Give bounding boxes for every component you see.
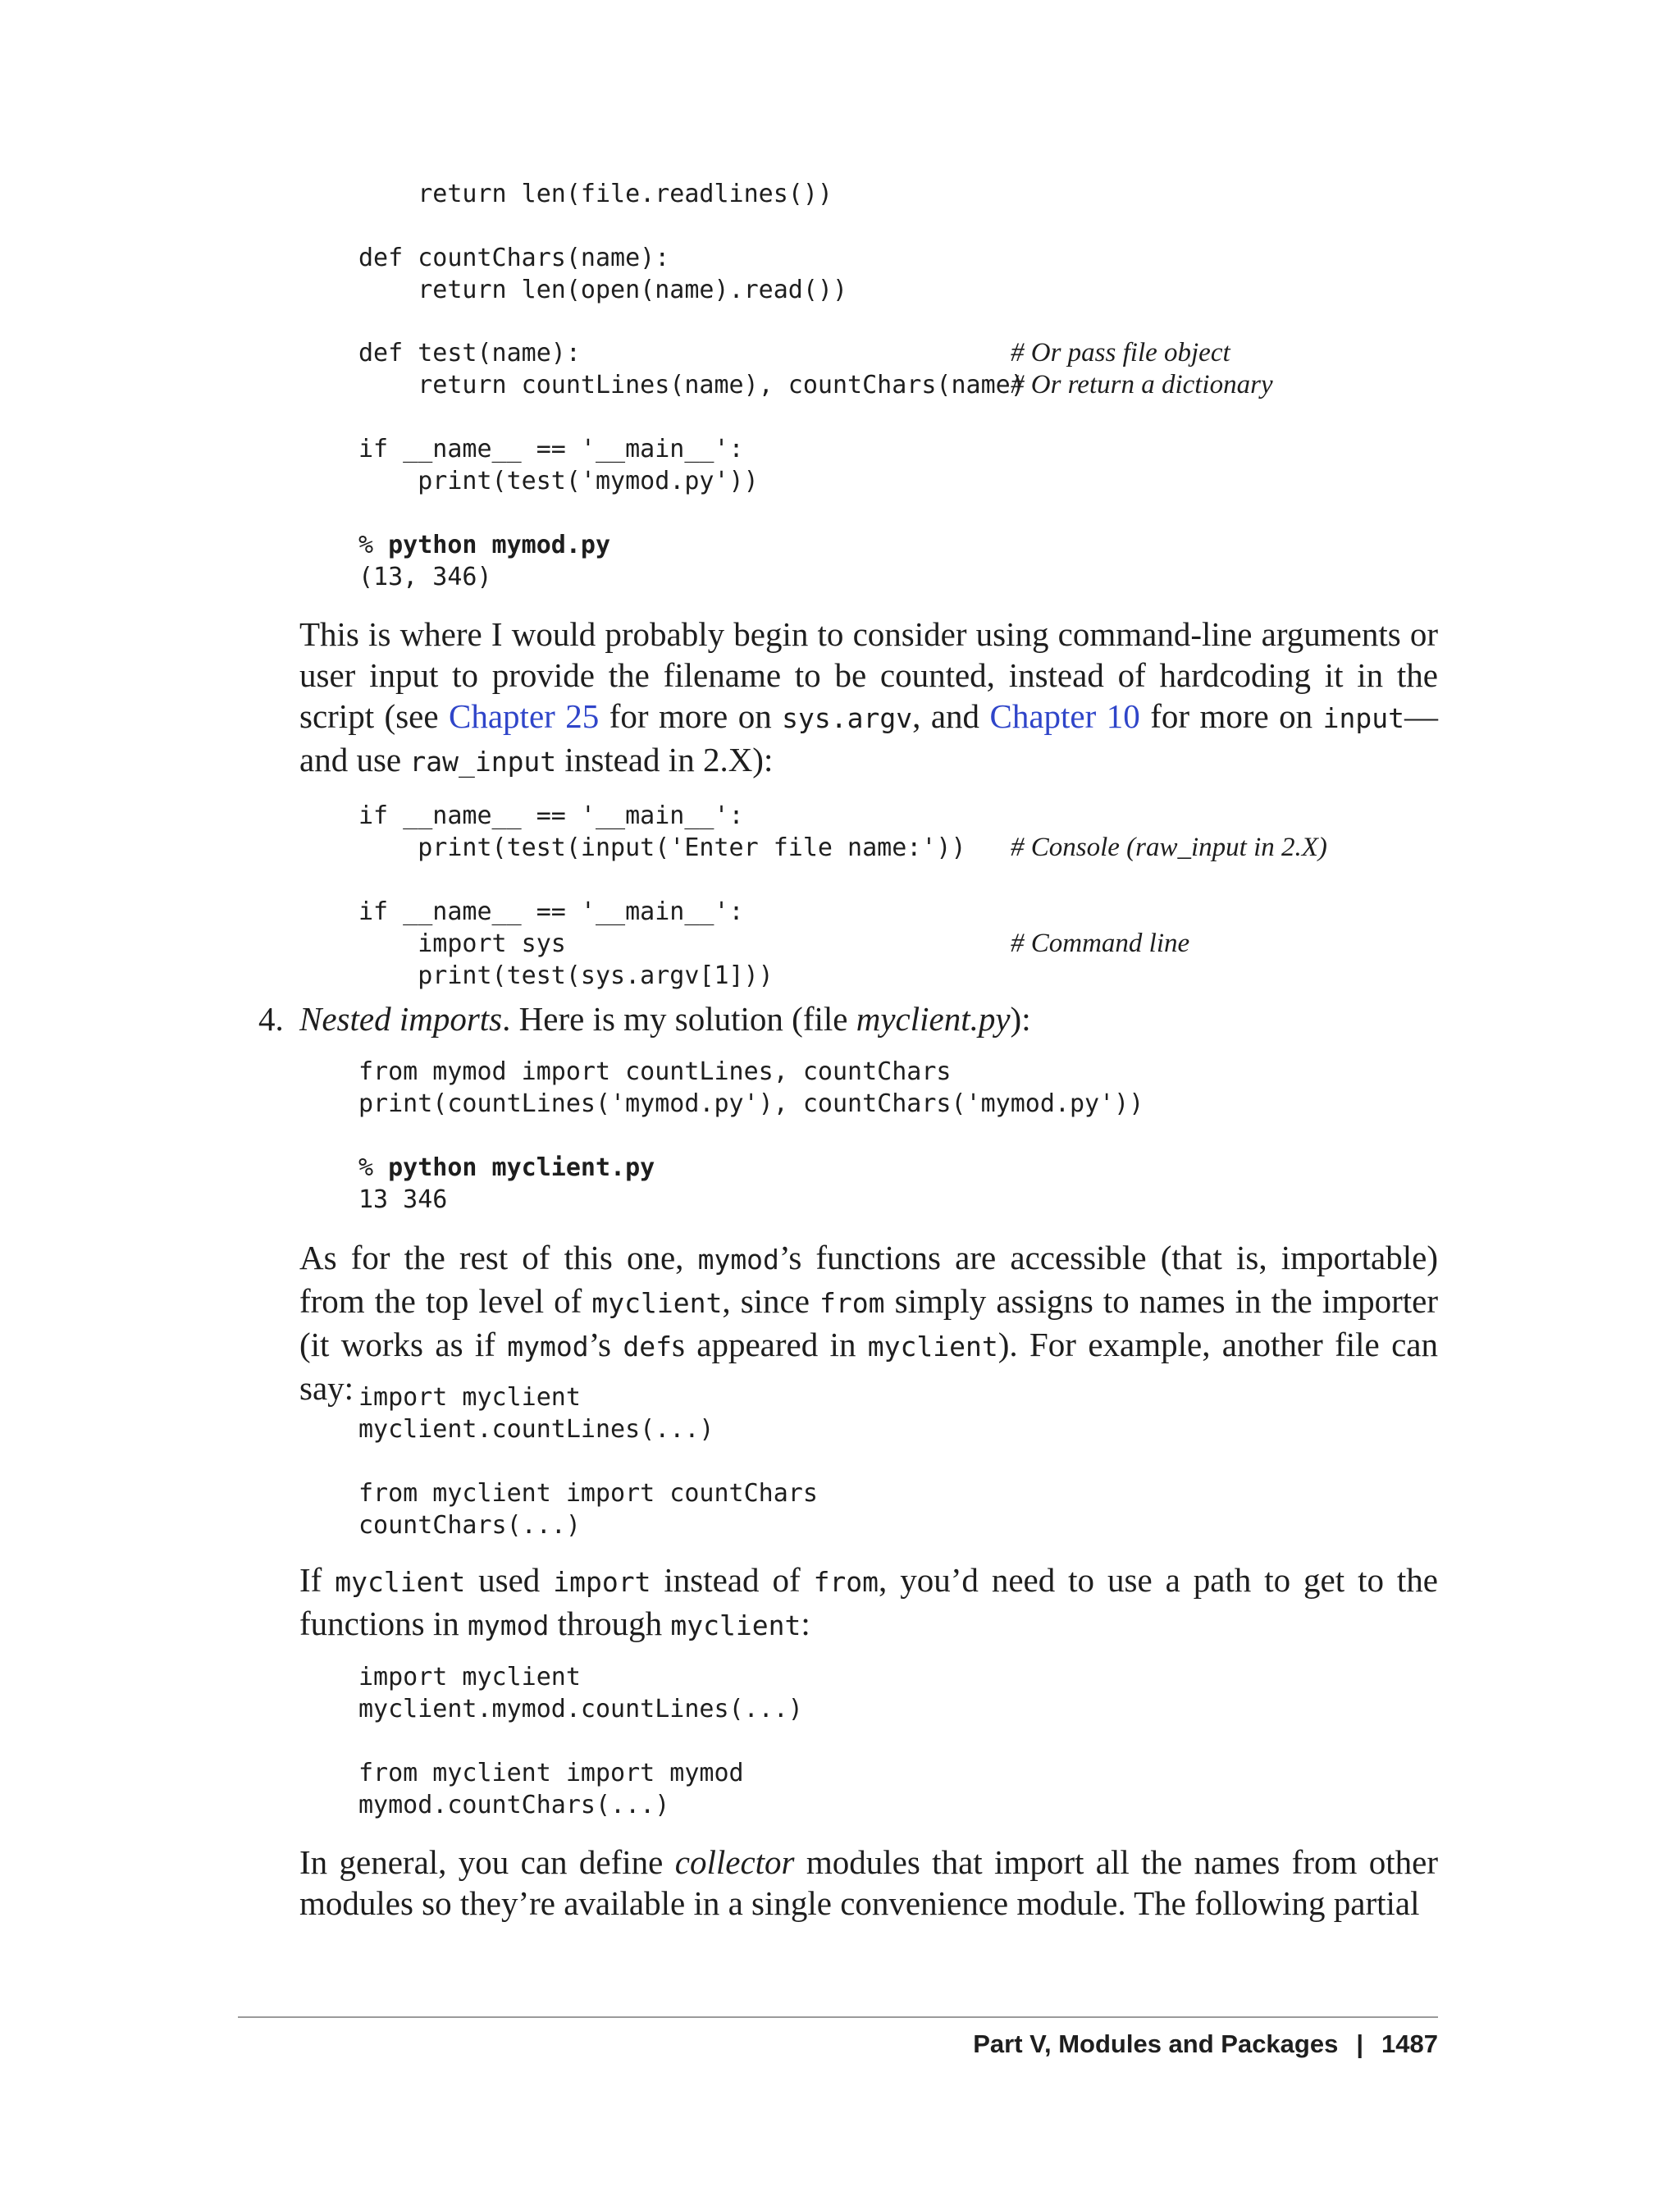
text: , and [912, 697, 990, 735]
inline-code: def [623, 1331, 672, 1363]
text: for more on [1139, 697, 1323, 735]
inline-code: input [1322, 702, 1404, 734]
code-comment: # Or return a dictionary [1011, 370, 1273, 399]
code-line: print(countLines('mymod.py'), countChars('mymod.py')) [358, 1089, 1144, 1118]
text: , since [722, 1282, 820, 1320]
shell-output: 13 346 [358, 1185, 448, 1214]
text: In general, you can define [299, 1843, 675, 1881]
code-line: return countLines(name), countChars(name) [358, 371, 1025, 399]
text: ): [1010, 1000, 1031, 1038]
text: As for the rest of this one, [299, 1239, 698, 1276]
chapter-link[interactable]: Chapter 10 [989, 697, 1140, 735]
list-number: 4. [258, 1000, 284, 1038]
inline-code: mymod [697, 1244, 779, 1276]
code-line: from myclient import countChars [358, 1479, 818, 1508]
shell-command: python mymod.py [388, 531, 611, 559]
shell-output: (13, 346) [358, 563, 492, 591]
section-title: Part V, Modules and Packages [973, 2029, 1339, 2058]
text: , you’d need to use a path to get to the functions in [299, 1561, 1439, 1642]
page-number: 1487 [1381, 2029, 1438, 2058]
code-line: myclient.mymod.countLines(...) [358, 1695, 803, 1723]
text: If [299, 1561, 336, 1599]
inline-code: mymod [467, 1609, 550, 1641]
inline-code: mymod [507, 1331, 589, 1363]
text: ’s [588, 1326, 623, 1363]
code-comment: # Console (raw_input in 2.X) [1011, 833, 1327, 862]
text: — and use [299, 697, 1438, 778]
code-line: def countChars(name): [358, 244, 670, 272]
code-line: if __name__ == '__main__': [358, 435, 744, 463]
code-line: if __name__ == '__main__': [358, 897, 744, 926]
text: through [549, 1605, 671, 1642]
page-footer [973, 2028, 1438, 2061]
code-line: countChars(...) [358, 1511, 581, 1540]
body-paragraph [299, 1842, 1438, 1924]
code-line: print(test(sys.argv[1])) [358, 961, 774, 990]
code-line: print(test(input('Enter file name:')) [358, 833, 966, 862]
text: : [801, 1605, 810, 1642]
text: This is where I would probably begin to consider using command-line arguments or user input to provide the filename to be counted, instead of hardcoding it in the script (see [299, 615, 1438, 735]
list-item-heading [299, 998, 1438, 1039]
inline-code: myclient [335, 1566, 466, 1598]
emphasis: collector [674, 1843, 795, 1881]
inline-code: from [819, 1287, 885, 1319]
shell-prompt: % [358, 1153, 389, 1182]
text: instead in 2.X): [556, 741, 774, 778]
code-line: return len(open(name).read()) [358, 276, 848, 304]
item-title: Nested imports [299, 1000, 503, 1038]
code-line: print(test('mymod.py')) [358, 467, 759, 495]
text: s appeared in [671, 1326, 868, 1363]
file-name: myclient.py [856, 1000, 1011, 1038]
code-line: import myclient [358, 1383, 581, 1412]
shell-command: python myclient.py [388, 1153, 655, 1182]
footer-separator: | [1356, 2029, 1364, 2058]
code-comment: # Command line [1011, 929, 1190, 958]
inline-code: from [813, 1566, 879, 1598]
text: simply assigns to names in the importer (it works as if [299, 1282, 1438, 1363]
inline-code: sys.argv [782, 702, 913, 734]
text: . Here is my solution (file [502, 1000, 856, 1038]
text: for more on [599, 697, 783, 735]
text: ’s functions are accessible (that is, importable) from the top level of [299, 1239, 1439, 1320]
shell-command-line [358, 529, 610, 561]
shell-prompt: % [358, 531, 389, 559]
code-line: return len(file.readlines()) [358, 180, 833, 208]
text: instead of [651, 1561, 814, 1599]
code-line: if __name__ == '__main__': [358, 801, 744, 830]
code-line: import myclient [358, 1663, 581, 1691]
footer-rule [238, 2016, 1438, 2018]
code-line: mymod.countChars(...) [358, 1791, 670, 1819]
text: modules that import all the names from other modules so they’re available in a single convenience module. The following partial [299, 1843, 1438, 1922]
code-line: import sys [358, 929, 566, 958]
inline-code: myclient [591, 1287, 723, 1319]
code-line: myclient.countLines(...) [358, 1415, 714, 1444]
code-line: def test(name): [358, 339, 581, 368]
inline-code: import [553, 1566, 651, 1598]
text: used [465, 1561, 554, 1599]
code-comment: # Or pass file object [1011, 338, 1230, 368]
inline-code: myclient [867, 1331, 998, 1363]
chapter-link[interactable]: Chapter 25 [449, 697, 600, 735]
text: ). For example, another file can say: [299, 1326, 1438, 1407]
body-paragraph [299, 1559, 1438, 1646]
shell-command-line [358, 1152, 655, 1184]
inline-code: myclient [670, 1609, 801, 1641]
code-line: from mymod import countLines, countChars [358, 1057, 952, 1086]
inline-code: raw_input [409, 746, 557, 778]
body-paragraph [299, 614, 1438, 783]
code-line: from myclient import mymod [358, 1759, 744, 1787]
